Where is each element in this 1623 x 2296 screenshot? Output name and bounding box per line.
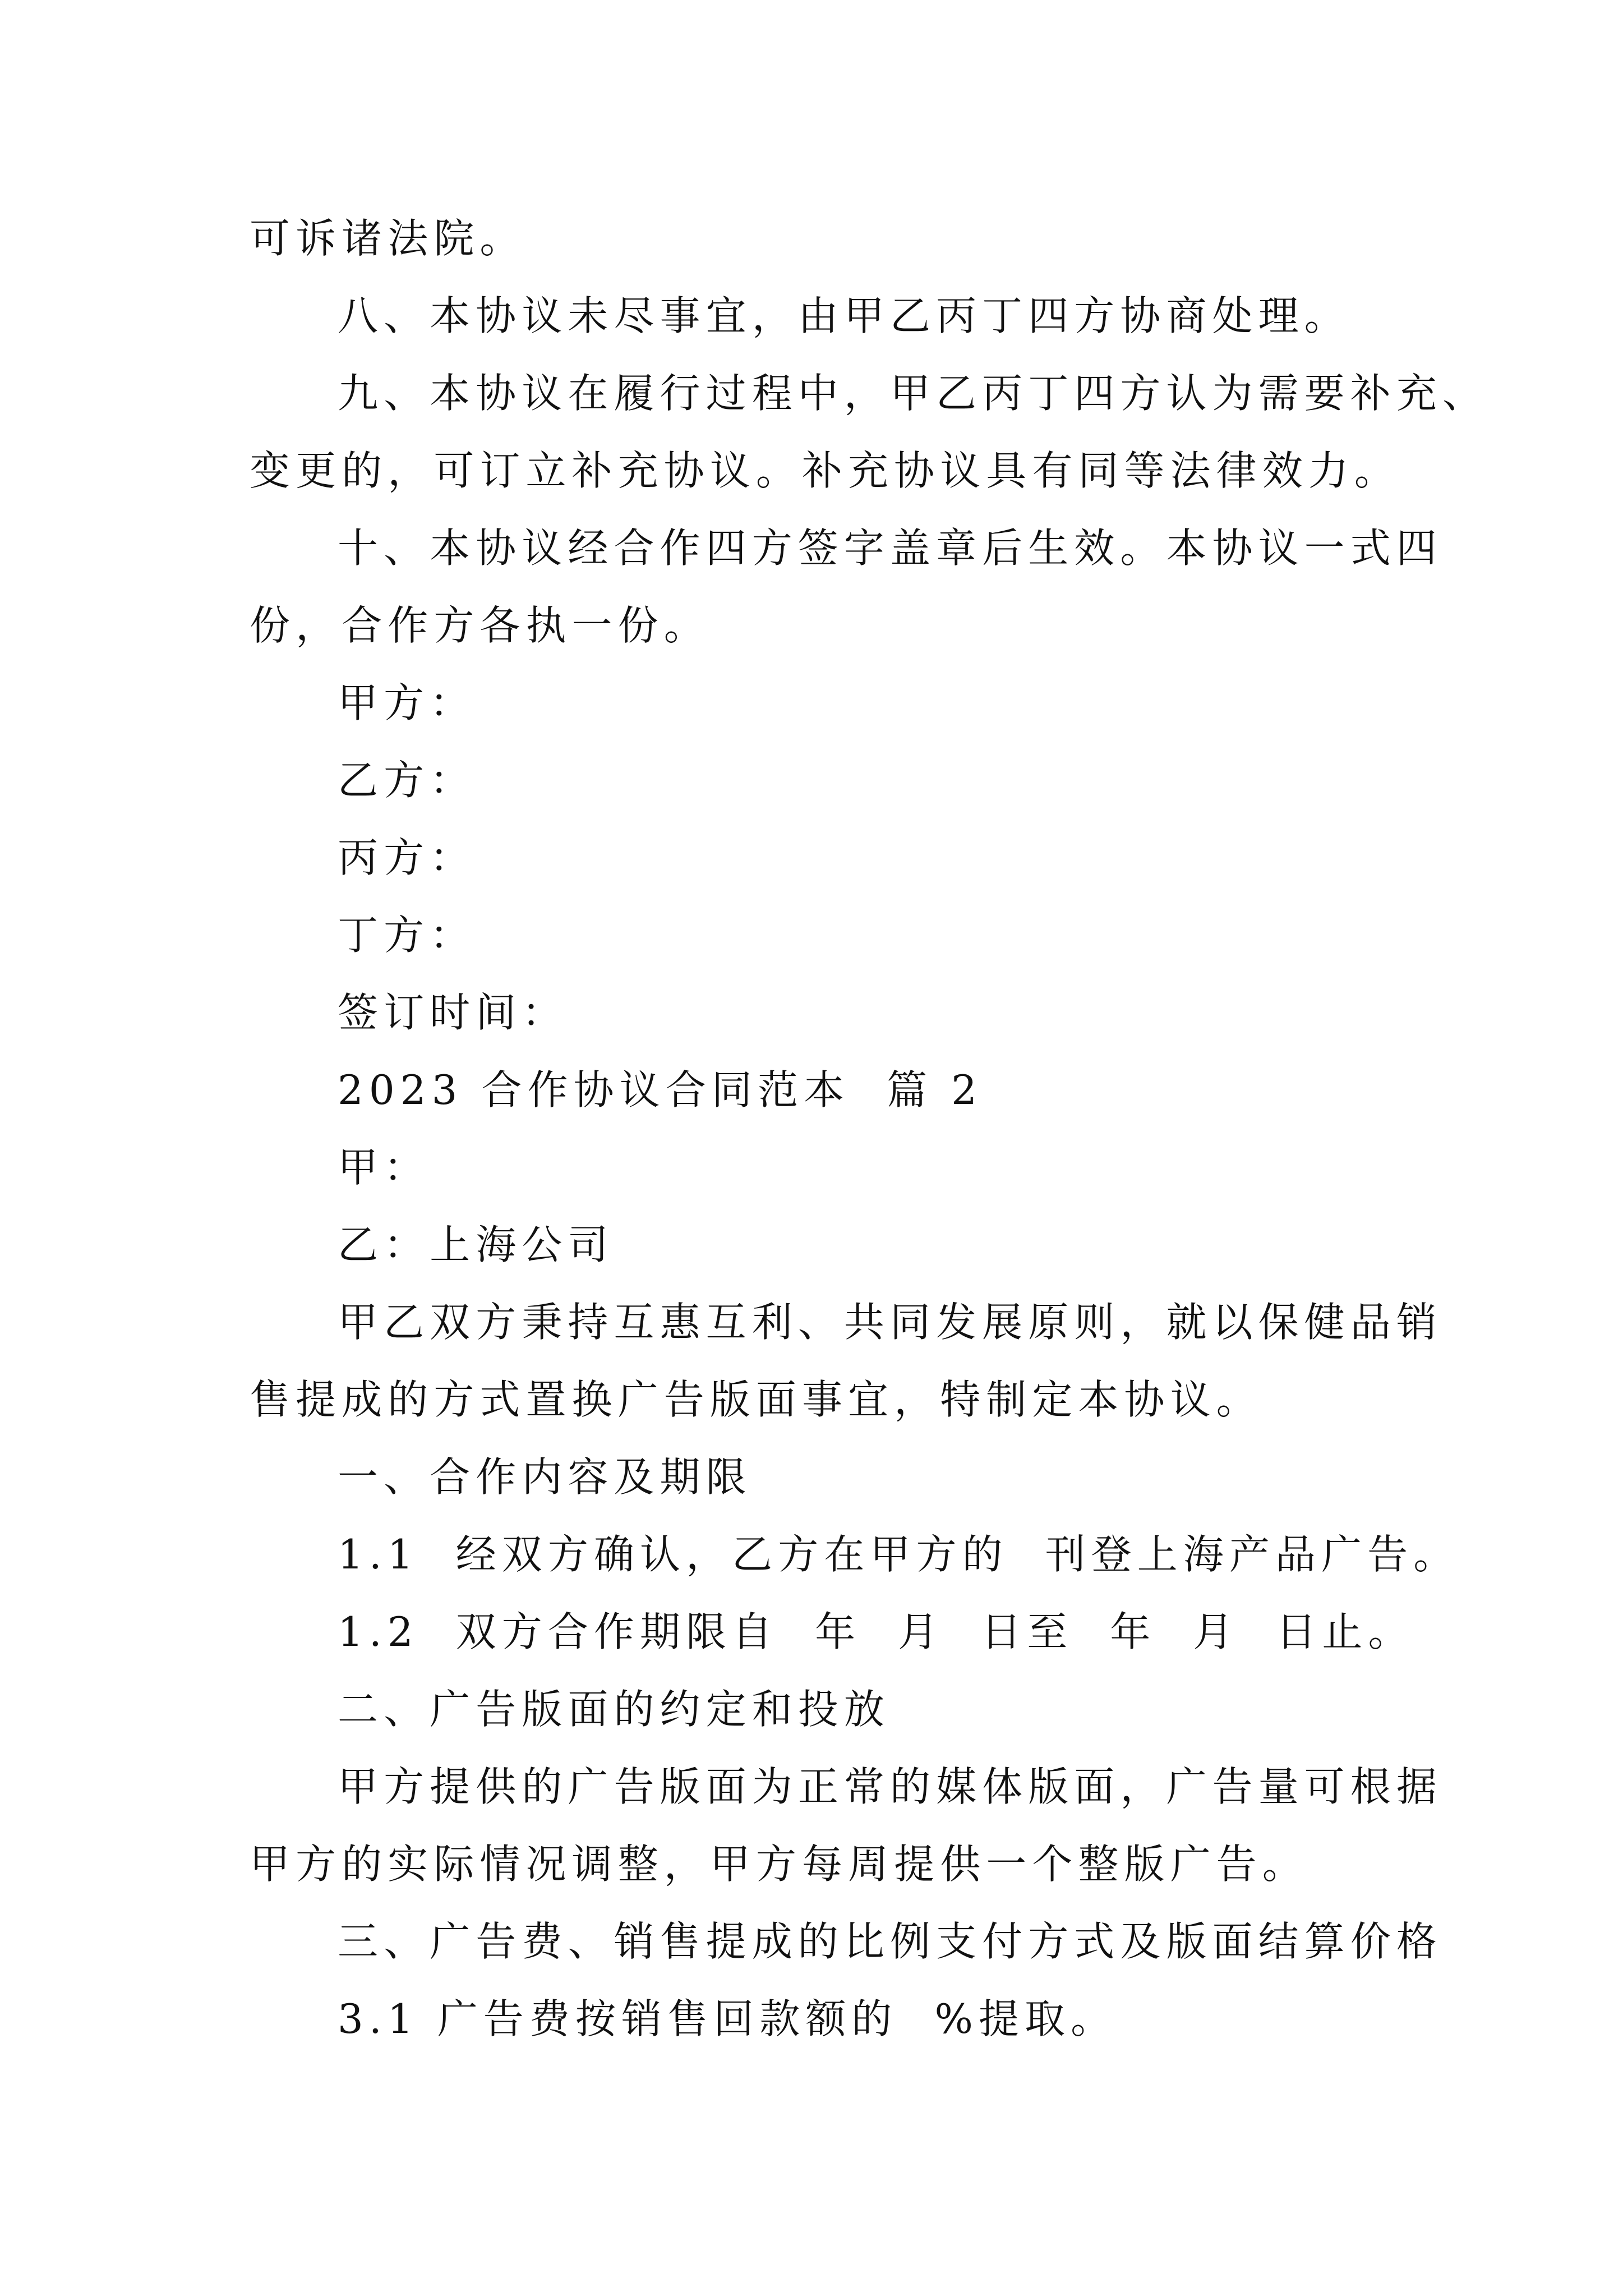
text-line: 可诉诸法院。 xyxy=(250,215,526,262)
text-line: 甲： xyxy=(338,1144,430,1191)
text-line: 1.1 经双方确认，乙方在甲方的 刊登上海产品广告。 xyxy=(338,1531,1460,1578)
text-line: 甲方的实际情况调整，甲方每周提供一个整版广告。 xyxy=(250,1841,1308,1888)
text-line: 乙方： xyxy=(338,757,476,804)
text-line: 甲乙双方秉持互惠互利、共同发展原则，就以保健品销 xyxy=(338,1299,1442,1346)
text-line: 甲方提供的广告版面为正常的媒体版面，广告量可根据 xyxy=(338,1763,1442,1810)
text-line: 二、广告版面的约定和投放 xyxy=(338,1686,890,1733)
text-line: 1.2 双方合作期限自 年 月 日至 年 月 日止。 xyxy=(338,1608,1414,1655)
text-line: 一、合作内容及期限 xyxy=(338,1453,752,1501)
text-line: 3.1 广告费按销售回款额的 %提取。 xyxy=(338,1995,1117,2042)
text-line: 签订时间： xyxy=(338,989,568,1036)
text-line: 丁方： xyxy=(338,912,476,959)
text-line: 丙方： xyxy=(338,834,476,881)
text-line: 八、本协议未尽事宜，由甲乙丙丁四方协商处理。 xyxy=(338,292,1350,339)
text-line: 乙：上海公司 xyxy=(338,1221,614,1268)
text-line: 九、本协议在履行过程中，甲乙丙丁四方认为需要补充、 xyxy=(338,370,1489,417)
text-line: 甲方： xyxy=(338,679,476,726)
text-line: 售提成的方式置换广告版面事宜，特制定本协议。 xyxy=(250,1376,1262,1423)
section-heading: 2023 合作协议合同范本 篇 2 xyxy=(338,1066,983,1114)
text-line: 三、广告费、销售提成的比例支付方式及版面结算价格 xyxy=(338,1918,1442,1965)
text-line: 十、本协议经合作四方签字盖章后生效。本协议一式四 xyxy=(338,524,1442,572)
text-line: 变更的，可订立补充协议。补充协议具有同等法律效力。 xyxy=(250,447,1401,494)
text-line: 份，合作方各执一份。 xyxy=(250,602,710,649)
